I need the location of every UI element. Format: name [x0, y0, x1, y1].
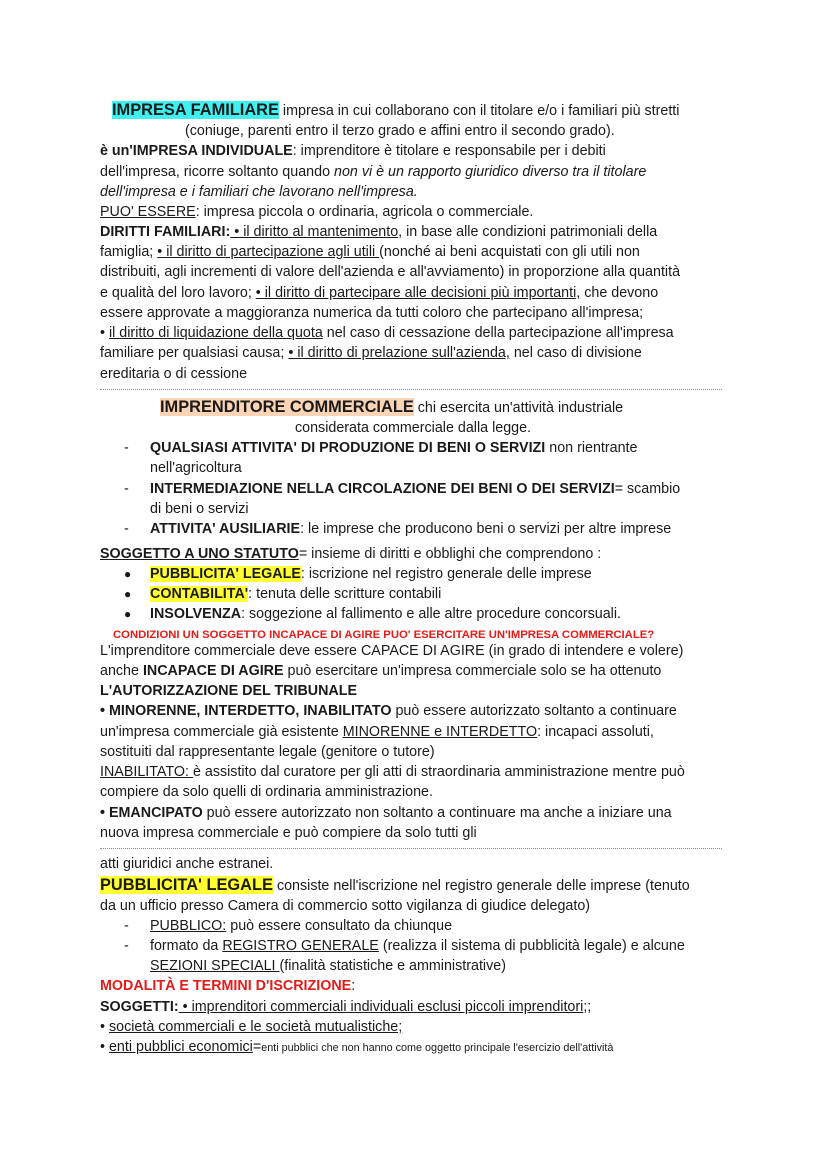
list-item: INSOLVENZA: soggezione al fallimento e alle altre procedure concorsuali. — [150, 606, 621, 622]
list-item: CONTABILITA': tenuta delle scritture contabili — [150, 586, 442, 602]
dash-bullet: - — [124, 521, 129, 537]
bullet-icon: ● — [124, 567, 132, 581]
list-item: PUBBLICO: può essere consultato da chiunque — [150, 918, 453, 934]
text-line: nell'agricoltura — [150, 460, 242, 476]
text-line: (coniuge, parenti entro il terzo grado e affini entro il secondo grado). — [185, 123, 615, 139]
page-break-divider — [100, 389, 722, 390]
text-line: essere approvate a maggioranza numerica da tutti coloro che partecipano all'impresa; — [100, 305, 644, 321]
text-line: SEZIONI SPECIALI (finalità statistiche e amministrative) — [150, 958, 506, 974]
text-line: • MINORENNE, INTERDETTO, INABILITATO può essere autorizzato soltanto a continuare — [100, 703, 677, 719]
text-line: ereditaria o di cessione — [100, 366, 248, 382]
text-line: considerata commerciale dalla legge. — [295, 420, 532, 436]
text-line: e qualità del loro lavoro; • il diritto di partecipare alle decisioni più importanti, che devono — [100, 285, 659, 301]
dash-bullet: - — [124, 440, 129, 456]
text-line: PUO' ESSERE: impresa piccola o ordinaria, agricola o commerciale. — [100, 204, 534, 220]
text-line: anche INCAPACE DI AGIRE può esercitare un'impresa commerciale solo se ha ottenuto — [100, 663, 662, 679]
text-line: distribuiti, agli incrementi di valore dell'azienda e all'avviamento) in proporzione alla quantità — [100, 264, 681, 280]
text-line: • il diritto di liquidazione della quota nel caso di cessazione della partecipazione all'impresa — [100, 325, 674, 341]
modalita-heading: MODALITÀ E TERMINI D'ISCRIZIONE: — [100, 978, 356, 994]
list-item: QUALSIASI ATTIVITA' DI PRODUZIONE DI BENI O SERVIZI non rientrante — [150, 440, 638, 456]
section-title: IMPRENDITORE COMMERCIALE — [160, 398, 414, 416]
page-break-divider — [100, 848, 722, 849]
text-line: atti giuridici anche estranei. — [100, 856, 274, 872]
dash-bullet: - — [124, 938, 129, 954]
dash-bullet: - — [124, 918, 129, 934]
text-line: SOGGETTI: • imprenditori commerciali individuali esclusi piccoli imprenditori;; — [100, 999, 592, 1015]
text-line: L'AUTORIZZAZIONE DEL TRIBUNALE — [100, 683, 358, 699]
text-line: è un'IMPRESA INDIVIDUALE: imprenditore è titolare e responsabile per i debiti — [100, 143, 606, 159]
dash-bullet: - — [124, 481, 129, 497]
list-item: PUBBLICITA' LEGALE: iscrizione nel registro generale delle imprese — [150, 566, 592, 582]
list-item: formato da REGISTRO GENERALE (realizza il sistema di pubblicità legale) e alcune — [150, 938, 685, 954]
bullet-icon: ● — [124, 587, 132, 601]
text-line: compiere da solo quelli di ordinaria amministrazione. — [100, 784, 433, 800]
text-line: sostituiti dal rappresentante legale (genitore o tutore) — [100, 744, 435, 760]
text-line: DIRITTI FAMILIARI: • il diritto al mantenimento, in base alle condizioni patrimoniali della — [100, 224, 658, 240]
text-line: SOGGETTO A UNO STATUTO= insieme di diritti e obblighi che comprendono : — [100, 546, 602, 562]
text-line: dell'impresa e i familiari che lavorano nell'impresa. — [100, 184, 418, 200]
text-line: da un ufficio presso Camera di commercio sotto vigilanza di giudice delegato) — [100, 898, 591, 914]
impresa-familiare-heading: IMPRESA FAMILIARE impresa in cui collaborano con il titolare e/o i familiari più stretti — [112, 101, 680, 119]
text-line: un'impresa commerciale già esistente MINORENNE e INTERDETTO: incapaci assoluti, — [100, 724, 654, 740]
text-line: familiare per qualsiasi causa; • il diritto di prelazione sull'azienda, nel caso di divisione — [100, 345, 642, 361]
text-line: di beni o servizi — [150, 501, 249, 517]
bullet-icon: ● — [124, 607, 132, 621]
text-line: • società commerciali e le società mutualistiche; — [100, 1019, 403, 1035]
text-line: • EMANCIPATO può essere autorizzato non soltanto a continuare ma anche a iniziare una — [100, 805, 672, 821]
section-title: PUBBLICITA' LEGALE — [100, 876, 273, 894]
text-line: INABILITATO: è assistito dal curatore per gli atti di straordinaria amministrazione mentre può — [100, 764, 685, 780]
text-line: L'imprenditore commerciale deve essere CAPACE DI AGIRE (in grado di intendere e volere) — [100, 643, 684, 659]
text-line: nuova impresa commerciale e può compiere da solo tutti gli — [100, 825, 477, 841]
list-item: ATTIVITA' AUSILIARIE: le imprese che producono beni o servizi per altre imprese — [150, 521, 672, 537]
list-item: INTERMEDIAZIONE NELLA CIRCOLAZIONE DEI BENI O DEI SERVIZI= scambio — [150, 481, 681, 497]
text-line: famiglia; • il diritto di partecipazione agli utili (nonché ai beni acquistati con gli utili non — [100, 244, 640, 260]
question-heading: CONDIZIONI UN SOGGETTO INCAPACE DI AGIRE PUO' ESERCITARE UN'IMPRESA COMMERCIALE? — [113, 629, 655, 641]
section-title: IMPRESA FAMILIARE — [112, 101, 279, 119]
text-line: dell'impresa, ricorre soltanto quando non vi è un rapporto giuridico diverso tra il titolare — [100, 164, 647, 180]
text-line: • enti pubblici economici=enti pubblici che non hanno come oggetto principale l'esercizio dell'attività — [100, 1039, 614, 1055]
imprenditore-commerciale-heading: IMPRENDITORE COMMERCIALE chi esercita un'attività industriale — [160, 398, 624, 416]
pubblicita-legale-heading: PUBBLICITA' LEGALE consiste nell'iscrizione nel registro generale delle imprese (tenuto — [100, 876, 690, 894]
